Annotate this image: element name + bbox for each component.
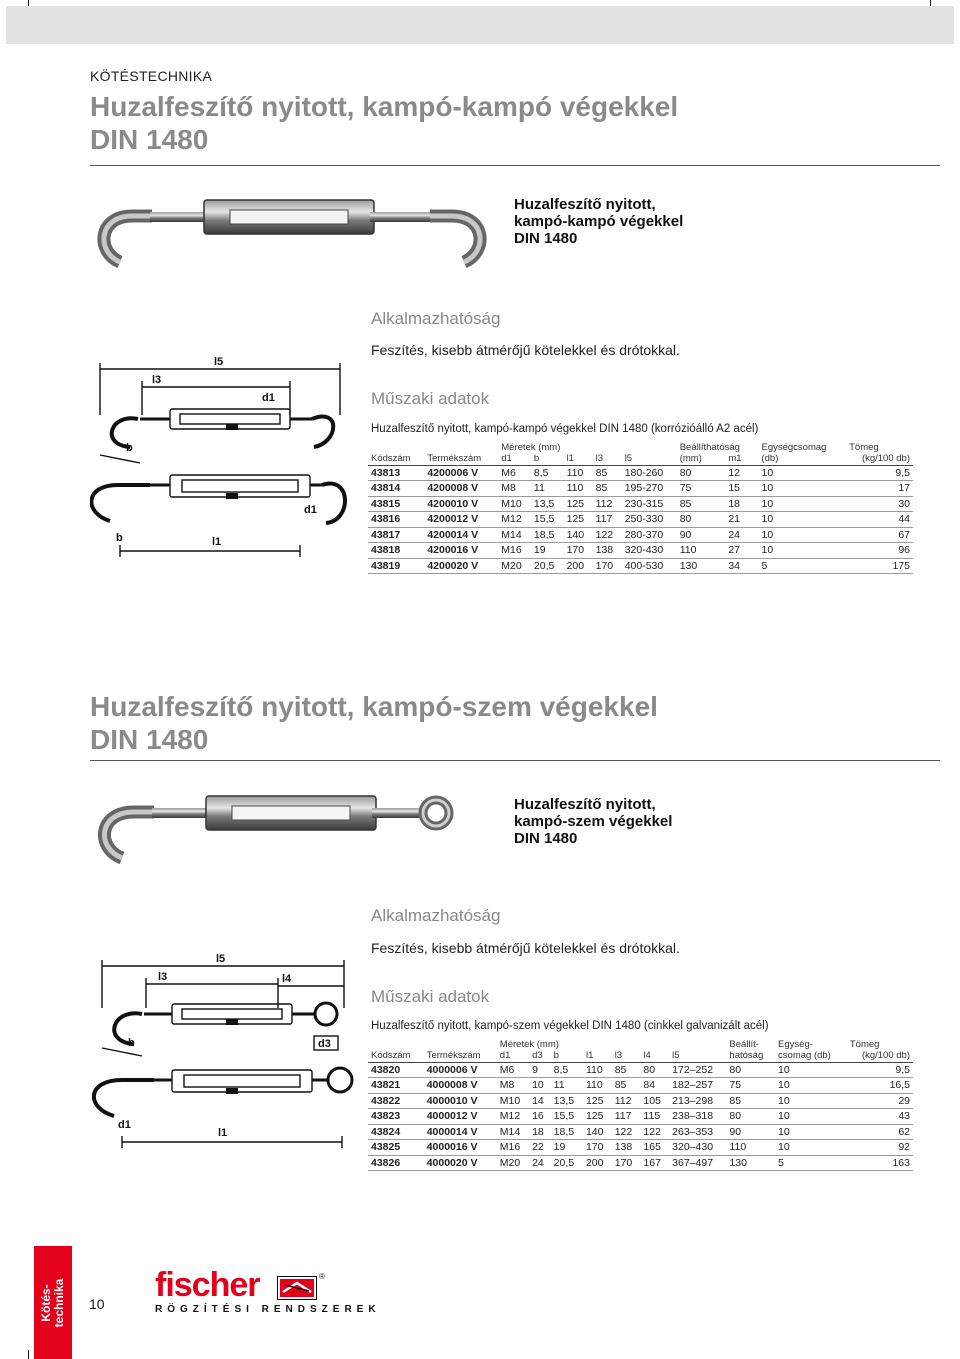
table-cell: M6: [498, 465, 531, 481]
table-header: csomag (db): [775, 1050, 847, 1062]
dim-label: l1: [212, 536, 222, 548]
table-cell: 163: [847, 1155, 913, 1171]
table-row: [368, 1155, 913, 1171]
table-cell: 18: [725, 496, 758, 512]
dim-label: b: [116, 532, 123, 544]
table-cell: 85: [593, 481, 622, 497]
crop-mark: [28, 0, 29, 6]
table-cell: 43819: [368, 558, 424, 574]
table-cell: 11: [551, 1078, 583, 1094]
product1-tech-heading: Műszaki adatok: [371, 389, 490, 408]
table-cell: 19: [551, 1140, 583, 1156]
table-cell: 112: [593, 496, 622, 512]
crop-mark: [930, 0, 931, 6]
table-cell: 92: [847, 1140, 913, 1156]
table-cell: 84: [640, 1078, 669, 1094]
dim-label: l3: [158, 971, 168, 983]
table-cell: 43815: [368, 496, 424, 512]
table-header: l3: [612, 1050, 641, 1062]
table-cell: 96: [846, 543, 913, 559]
table-cell: M16: [498, 543, 531, 559]
table-group-header: Tömeg: [849, 441, 879, 453]
table-cell: 175: [846, 558, 913, 574]
logo-tagline: RÖGZÍTÉSI RENDSZEREK: [155, 1304, 381, 1315]
table-cell: M12: [497, 1109, 529, 1125]
logo-registered-mark: ®: [319, 1272, 325, 1281]
table-cell: 43: [847, 1109, 913, 1125]
table-cell: 10: [758, 465, 846, 481]
dim-label: l1: [218, 1127, 228, 1139]
table-cell: 263–353: [669, 1124, 726, 1140]
product1-title: [90, 90, 678, 156]
dim-label: l5: [214, 356, 224, 368]
product2-tech-heading: Műszaki adatok: [371, 987, 490, 1006]
product1-spec-table: [368, 441, 913, 574]
table-cell: 140: [564, 527, 593, 543]
table-header: d1: [498, 453, 531, 465]
table-cell: 4200016 V: [424, 543, 498, 559]
table-row: [368, 512, 913, 528]
table-group-header: Egység-: [778, 1038, 813, 1050]
dim-label: d1: [118, 1119, 131, 1131]
table-header: Termékszám: [424, 1050, 497, 1062]
table-row: [368, 481, 913, 497]
table-cell: 75: [677, 481, 726, 497]
table-cell: 320-430: [622, 543, 677, 559]
table-cell: 213–298: [669, 1093, 726, 1109]
table-cell: 167: [640, 1155, 669, 1171]
crop-mark: [28, 1350, 29, 1359]
table-cell: 4000010 V: [424, 1093, 497, 1109]
table-header: l5: [622, 453, 677, 465]
table-cell: 22: [529, 1140, 551, 1156]
side-tab-label: [40, 1278, 66, 1327]
table-cell: 8,5: [531, 465, 564, 481]
table-cell: 4000006 V: [424, 1062, 497, 1078]
table-header: b: [531, 453, 564, 465]
table-cell: 19: [531, 543, 564, 559]
table-group-header: Méretek (mm): [499, 1038, 559, 1050]
table-cell: 170: [612, 1155, 641, 1171]
table-cell: 10: [775, 1078, 847, 1094]
side-tab: [34, 1246, 72, 1359]
table-cell: 117: [593, 512, 622, 528]
table-cell: 180-260: [622, 465, 677, 481]
table-cell: M12: [498, 512, 531, 528]
table-cell: 16: [529, 1109, 551, 1125]
table-cell: 10: [758, 496, 846, 512]
table-cell: 80: [640, 1062, 669, 1078]
table-cell: 16,5: [847, 1078, 913, 1094]
table-header: d1: [497, 1050, 529, 1062]
product2-title-line2: DIN 1480: [90, 724, 209, 755]
dim-label: d1: [262, 392, 275, 404]
product1-drawing: [90, 355, 360, 565]
table-cell: 18,5: [531, 527, 564, 543]
table-row: [368, 1140, 913, 1156]
table-group-header: Egységcsomag: [761, 441, 827, 453]
table-cell: 24: [529, 1155, 551, 1171]
table-header: (mm): [677, 453, 726, 465]
table-cell: M20: [497, 1155, 529, 1171]
table-cell: 43818: [368, 543, 424, 559]
table-cell: 11: [531, 481, 564, 497]
table-cell: 4200012 V: [424, 512, 498, 528]
table-cell: 4000014 V: [424, 1124, 497, 1140]
table-cell: 85: [726, 1093, 775, 1109]
table-cell: 20,5: [531, 558, 564, 574]
table-cell: 13,5: [531, 496, 564, 512]
table-cell: 367–497: [669, 1155, 726, 1171]
table-cell: 4200014 V: [424, 527, 498, 543]
table-cell: M10: [498, 496, 531, 512]
table-cell: 17: [846, 481, 913, 497]
table-cell: 4000016 V: [424, 1140, 497, 1156]
table-row: [368, 527, 913, 543]
table-cell: 12: [725, 465, 758, 481]
table-cell: 170: [583, 1140, 612, 1156]
table-cell: 43820: [368, 1062, 424, 1078]
table-row: [368, 496, 913, 512]
table-group-header: Beállíthatóság: [679, 441, 740, 453]
fischer-logo-word: fischer: [155, 1266, 260, 1304]
table-cell: 10: [529, 1078, 551, 1094]
table-cell: 10: [775, 1124, 847, 1140]
table-cell: 43824: [368, 1124, 424, 1140]
product2-photo: [92, 782, 492, 882]
table-cell: 9,5: [846, 465, 913, 481]
table-cell: 200: [583, 1155, 612, 1171]
table-row: [368, 1124, 913, 1140]
table-cell: 20,5: [551, 1155, 583, 1171]
product1-caption-line: Huzalfeszítő nyitott,: [514, 196, 656, 213]
table-row: [368, 465, 913, 481]
table-cell: 67: [846, 527, 913, 543]
table-cell: 5: [775, 1155, 847, 1171]
table-cell: 43814: [368, 481, 424, 497]
table-cell: 8,5: [551, 1062, 583, 1078]
table-cell: M14: [497, 1124, 529, 1140]
table-cell: 195-270: [622, 481, 677, 497]
fischer-logo-icon: [277, 1276, 317, 1300]
table-cell: 14: [529, 1093, 551, 1109]
table-cell: 110: [583, 1062, 612, 1078]
product2-caption-line: kampó-szem végekkel: [514, 813, 673, 830]
table-cell: 320–430: [669, 1140, 726, 1156]
table-cell: 10: [758, 481, 846, 497]
table-cell: 138: [612, 1140, 641, 1156]
dim-label: l5: [216, 953, 226, 965]
table-cell: 80: [677, 465, 726, 481]
section-rule: [90, 165, 940, 166]
product2-caption-line: Huzalfeszítő nyitott,: [514, 796, 656, 813]
table-row: [368, 543, 913, 559]
table-cell: 4200006 V: [424, 465, 498, 481]
table-cell: M8: [498, 481, 531, 497]
dim-label: l4: [282, 973, 292, 985]
product2-caption-line: DIN 1480: [514, 830, 578, 847]
table-cell: 10: [775, 1140, 847, 1156]
table-cell: M8: [497, 1078, 529, 1094]
table-header: (kg/100 db): [847, 1050, 913, 1062]
table-header: hatóság: [726, 1050, 775, 1062]
table-cell: M14: [498, 527, 531, 543]
table-cell: 250-330: [622, 512, 677, 528]
product1-caption-line: kampó-kampó végekkel: [514, 213, 684, 230]
table-cell: 4200020 V: [424, 558, 498, 574]
product2-application-text: Feszítés, kisebb átmérőjű kötelekkel és drótokkal.: [371, 940, 680, 956]
table-cell: 110: [564, 481, 593, 497]
table-cell: 75: [726, 1078, 775, 1094]
table-cell: M16: [497, 1140, 529, 1156]
table-cell: 5: [758, 558, 846, 574]
table-cell: 138: [593, 543, 622, 559]
table-cell: 90: [677, 527, 726, 543]
side-tab-line2: technika: [52, 1278, 66, 1327]
top-band: [6, 6, 954, 44]
table-cell: 85: [593, 465, 622, 481]
product1-application-text: Feszítés, kisebb átmérőjű kötelekkel és drótokkal.: [371, 342, 680, 358]
product1-caption-line: DIN 1480: [514, 230, 578, 247]
table-header: l3: [593, 453, 622, 465]
dim-label: d3: [318, 1038, 331, 1050]
table-cell: 27: [725, 543, 758, 559]
table-group-header: Tömeg: [849, 1038, 880, 1050]
product1-application-heading: Alkalmazhatóság: [371, 309, 501, 328]
table-cell: 24: [725, 527, 758, 543]
table-cell: 62: [847, 1124, 913, 1140]
table-cell: 165: [640, 1140, 669, 1156]
table-cell: 43823: [368, 1109, 424, 1125]
table-cell: 4200010 V: [424, 496, 498, 512]
table-cell: 21: [725, 512, 758, 528]
table-cell: 34: [725, 558, 758, 574]
table-header: l1: [564, 453, 593, 465]
table-cell: 4200008 V: [424, 481, 498, 497]
table-cell: M10: [497, 1093, 529, 1109]
table-cell: 43813: [368, 465, 424, 481]
table-cell: 90: [726, 1124, 775, 1140]
table-cell: 4000012 V: [424, 1109, 497, 1125]
table-cell: 15,5: [551, 1109, 583, 1125]
table-cell: 10: [758, 543, 846, 559]
table-cell: 125: [564, 512, 593, 528]
table-header: l4: [640, 1050, 669, 1062]
table-cell: 13,5: [551, 1093, 583, 1109]
table-cell: 85: [612, 1062, 641, 1078]
table-cell: 9: [529, 1062, 551, 1078]
product1-title-line1: Huzalfeszítő nyitott, kampó-kampó végekkel: [90, 91, 679, 122]
table-row: [368, 1062, 913, 1078]
table-cell: 125: [583, 1109, 612, 1125]
table-cell: 115: [640, 1109, 669, 1125]
table-cell: 182–257: [669, 1078, 726, 1094]
table-cell: 10: [775, 1062, 847, 1078]
table-cell: 10: [775, 1093, 847, 1109]
table-cell: 200: [564, 558, 593, 574]
table-cell: 18: [529, 1124, 551, 1140]
table-header: l1: [583, 1050, 612, 1062]
product2-caption: [514, 796, 672, 847]
table-cell: M6: [497, 1062, 529, 1078]
table-cell: 80: [726, 1062, 775, 1078]
product2-drawing: [92, 952, 362, 1152]
table-header: d3: [529, 1050, 551, 1062]
table-cell: 10: [775, 1109, 847, 1125]
table-cell: 43826: [368, 1155, 424, 1171]
table-cell: 43825: [368, 1140, 424, 1156]
dim-label: b: [126, 442, 133, 454]
product1-photo: [92, 182, 492, 292]
table-group-header: Méretek (mm): [501, 441, 561, 453]
table-cell: 30: [846, 496, 913, 512]
table-cell: 122: [640, 1124, 669, 1140]
product2-application-heading: Alkalmazhatóság: [371, 906, 501, 925]
table-cell: 110: [726, 1140, 775, 1156]
product2-table-caption: Huzalfeszítő nyitott, kampó-szem végekkel DIN 1480 (cinkkel galvanizált acél): [371, 1020, 769, 1032]
table-cell: 170: [593, 558, 622, 574]
dim-label: d1: [304, 504, 317, 516]
table-header: Kódszám: [368, 453, 424, 465]
table-cell: 4000020 V: [424, 1155, 497, 1171]
table-cell: 10: [758, 527, 846, 543]
table-header: (db): [758, 453, 846, 465]
table-cell: 110: [564, 465, 593, 481]
table-header: b: [551, 1050, 583, 1062]
table-cell: 43816: [368, 512, 424, 528]
table-cell: 15: [725, 481, 758, 497]
table-cell: 238–318: [669, 1109, 726, 1125]
table-cell: 110: [583, 1078, 612, 1094]
table-cell: 15,5: [531, 512, 564, 528]
table-cell: 125: [564, 496, 593, 512]
table-group-header: Beállít-: [729, 1038, 759, 1050]
table-cell: 4000008 V: [424, 1078, 497, 1094]
table-cell: 44: [846, 512, 913, 528]
table-header: l5: [669, 1050, 726, 1062]
table-cell: 140: [583, 1124, 612, 1140]
table-cell: 10: [758, 512, 846, 528]
side-tab-line1: Kötés-: [39, 1283, 53, 1322]
table-cell: 43817: [368, 527, 424, 543]
table-row: [368, 1078, 913, 1094]
table-cell: 122: [612, 1124, 641, 1140]
table-cell: 9,5: [847, 1062, 913, 1078]
table-cell: 172–252: [669, 1062, 726, 1078]
table-row: [368, 1093, 913, 1109]
product1-title-line2: DIN 1480: [90, 124, 209, 155]
page-number: 10: [89, 1296, 105, 1312]
table-cell: 43822: [368, 1093, 424, 1109]
table-cell: 125: [583, 1093, 612, 1109]
section-label: KÖTÉSTECHNIKA: [90, 68, 213, 84]
dim-label: l3: [152, 374, 162, 386]
table-header: m1: [725, 453, 758, 465]
section-rule: [90, 760, 940, 761]
table-cell: M20: [498, 558, 531, 574]
product2-spec-table: [368, 1038, 913, 1171]
table-cell: 110: [677, 543, 726, 559]
table-row: [368, 558, 913, 574]
table-cell: 80: [726, 1109, 775, 1125]
table-cell: 85: [612, 1078, 641, 1094]
table-header: Kódszám: [368, 1050, 424, 1062]
table-cell: 112: [612, 1093, 641, 1109]
table-cell: 400-530: [622, 558, 677, 574]
table-cell: 105: [640, 1093, 669, 1109]
table-cell: 230-315: [622, 496, 677, 512]
table-header: (kg/100 db): [846, 453, 913, 465]
dim-label: b: [128, 1037, 135, 1049]
table-cell: 122: [593, 527, 622, 543]
product1-table-caption: Huzalfeszítő nyitott, kampó-kampó végekkel DIN 1480 (korrózióálló A2 acél): [371, 423, 759, 435]
table-cell: 117: [612, 1109, 641, 1125]
table-cell: 280-370: [622, 527, 677, 543]
table-cell: 170: [564, 543, 593, 559]
table-cell: 43821: [368, 1078, 424, 1094]
table-cell: 18,5: [551, 1124, 583, 1140]
table-cell: 80: [677, 512, 726, 528]
table-cell: 130: [677, 558, 726, 574]
table-header: Termékszám: [424, 453, 498, 465]
table-cell: 130: [726, 1155, 775, 1171]
product2-title: [90, 690, 658, 756]
table-row: [368, 1109, 913, 1125]
product1-caption: [514, 196, 683, 247]
table-cell: 85: [677, 496, 726, 512]
product2-title-line1: Huzalfeszítő nyitott, kampó-szem végekkel: [90, 691, 658, 722]
table-cell: 29: [847, 1093, 913, 1109]
